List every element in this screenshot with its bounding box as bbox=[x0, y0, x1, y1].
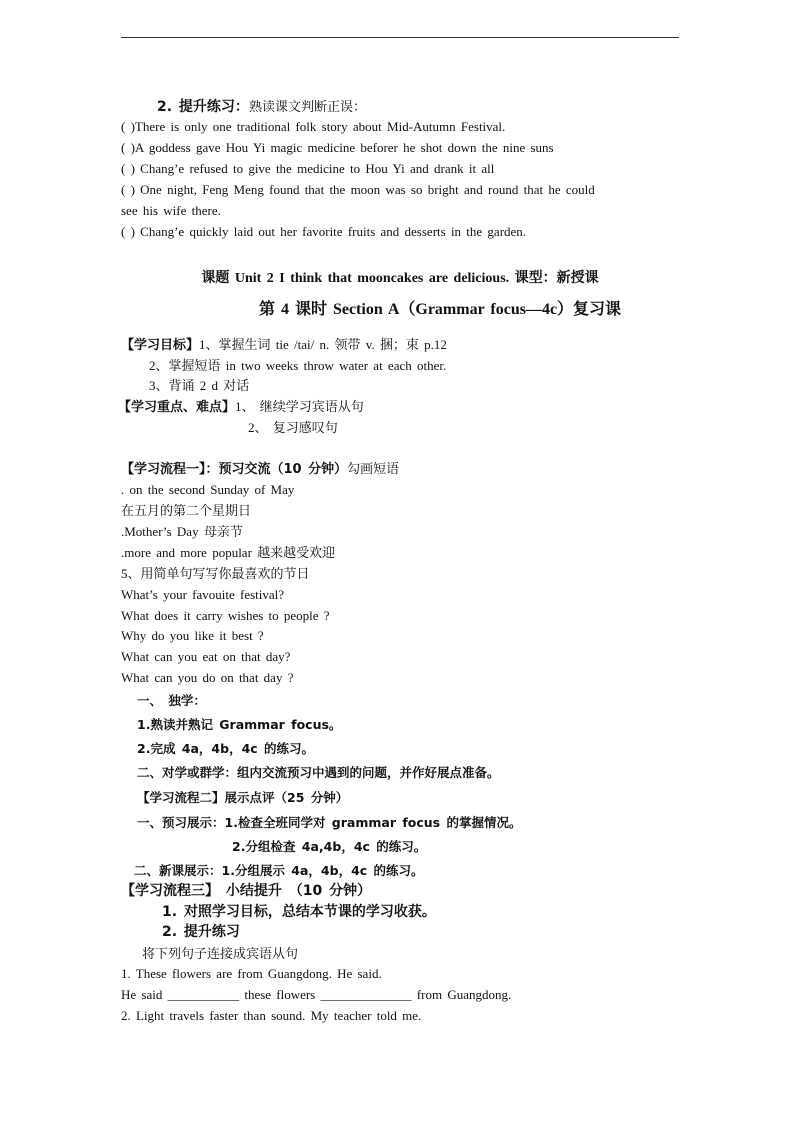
tf-item-4: ( ) One night, Feng Meng found that the moon was so bright and round that he could bbox=[121, 182, 595, 197]
flow1-line-3: .Mother’s Day 母亲节 bbox=[121, 524, 243, 539]
self-study-heading: 一、 独学： bbox=[137, 693, 206, 708]
flow1-line-9: What can you eat on that day? bbox=[121, 649, 291, 664]
flow1-label: 【学习流程一】：预习交流（10 分钟） bbox=[121, 462, 348, 477]
flow1-line-2: 在五月的第二个星期日 bbox=[121, 503, 252, 518]
group-study: 二、对学或群学：组内交流预习中遇到的问题，并作好展点准备。 bbox=[137, 765, 500, 780]
flow1-heading bbox=[121, 461, 399, 478]
flow2-heading: 【学习流程二】展示点评（25 分钟） bbox=[137, 790, 349, 805]
goals-item-1: 1、掌握生词 tie /tai/ n. 领带 v. 捆；束 p.12 bbox=[199, 337, 447, 352]
lesson-title-2: 第 4 课时 Section A（Grammar focus—4c）复习课 bbox=[258, 301, 622, 318]
flow1-line-1: . on the second Sunday of May bbox=[121, 482, 295, 497]
goals-item-3: 3、背诵 2 d 对话 bbox=[149, 378, 250, 393]
exercise-q1: 1. These flowers are from Guangdong. He said. bbox=[121, 966, 382, 981]
section1-heading bbox=[157, 99, 366, 116]
tf-item-2: ( )A goddess gave Hou Yi magic medicine beforer he shot down the nine suns bbox=[121, 140, 554, 155]
exercise-q1-answer: He said ___________ these flowers ______________ from Guangdong. bbox=[121, 987, 512, 1002]
goals-label: 【学习目标】 bbox=[121, 338, 200, 353]
goals-line-1 bbox=[121, 337, 447, 354]
tf-item-1: ( )There is only one traditional folk story about Mid-Autumn Festival. bbox=[121, 119, 506, 134]
tf-item-4-cont: see his wife there. bbox=[121, 203, 221, 218]
flow2-item-1: 一、预习展示：1.检查全班同学对 grammar focus 的掌握情况。 bbox=[137, 815, 522, 830]
section1-heading-num: 2. 提升练习： bbox=[157, 99, 249, 115]
header-rule bbox=[121, 37, 679, 38]
flow2-item-3: 二、新课展示：1.分组展示 4a，4b，4c 的练习。 bbox=[134, 863, 424, 878]
flow1-line-5: 5、用简单句写写你最喜欢的节日 bbox=[121, 566, 310, 581]
flow1-line-4: .more and more popular 越来越受欢迎 bbox=[121, 545, 336, 560]
flow2-item-2: 2.分组检查 4a,4b，4c 的练习。 bbox=[232, 839, 427, 854]
tf-item-3: ( ) Chang’e refused to give the medicine to Hou Yi and drank it all bbox=[121, 161, 495, 176]
flow1-line-7: What does it carry wishes to people ? bbox=[121, 608, 330, 623]
key-points-line-1 bbox=[118, 399, 364, 416]
flow3-item-1: 1. 对照学习目标，总结本节课的学习收获。 bbox=[162, 904, 436, 920]
key-points-item-2: 2、 复习感叹句 bbox=[248, 420, 338, 435]
key-points-item-1: 1、 继续学习宾语从句 bbox=[235, 399, 364, 414]
flow3-heading: 【学习流程三】 小结提升 （10 分钟） bbox=[121, 883, 372, 899]
section1-heading-rest: 熟读课文判断正误： bbox=[248, 100, 366, 115]
exercise-q2: 2. Light travels faster than sound. My teacher told me. bbox=[121, 1008, 422, 1023]
self-study-item-2: 2.完成 4a，4b，4c 的练习。 bbox=[137, 741, 315, 756]
flow3-instruction: 将下列句子连接成宾语从句 bbox=[142, 946, 299, 961]
flow3-item-2: 2. 提升练习 bbox=[162, 924, 240, 940]
self-study-item-1: 1.熟读并熟记 Grammar focus。 bbox=[137, 717, 342, 732]
lesson-title-1: 课题 Unit 2 I think that mooncakes are delicious. 课型：新授课 bbox=[201, 271, 599, 286]
flow1-line-10: What can you do on that day ? bbox=[121, 670, 294, 685]
flow1-line-6: What’s your favouite festival? bbox=[121, 587, 285, 602]
flow1-line-8: Why do you like it best ? bbox=[121, 628, 264, 643]
goals-item-2: 2、掌握短语 in two weeks throw water at each other. bbox=[149, 358, 447, 373]
tf-item-5: ( ) Chang’e quickly laid out her favorite fruits and desserts in the garden. bbox=[121, 224, 527, 239]
key-points-label: 【学习重点、难点】 bbox=[118, 400, 236, 415]
flow1-rest: 勾画短语 bbox=[347, 461, 400, 476]
